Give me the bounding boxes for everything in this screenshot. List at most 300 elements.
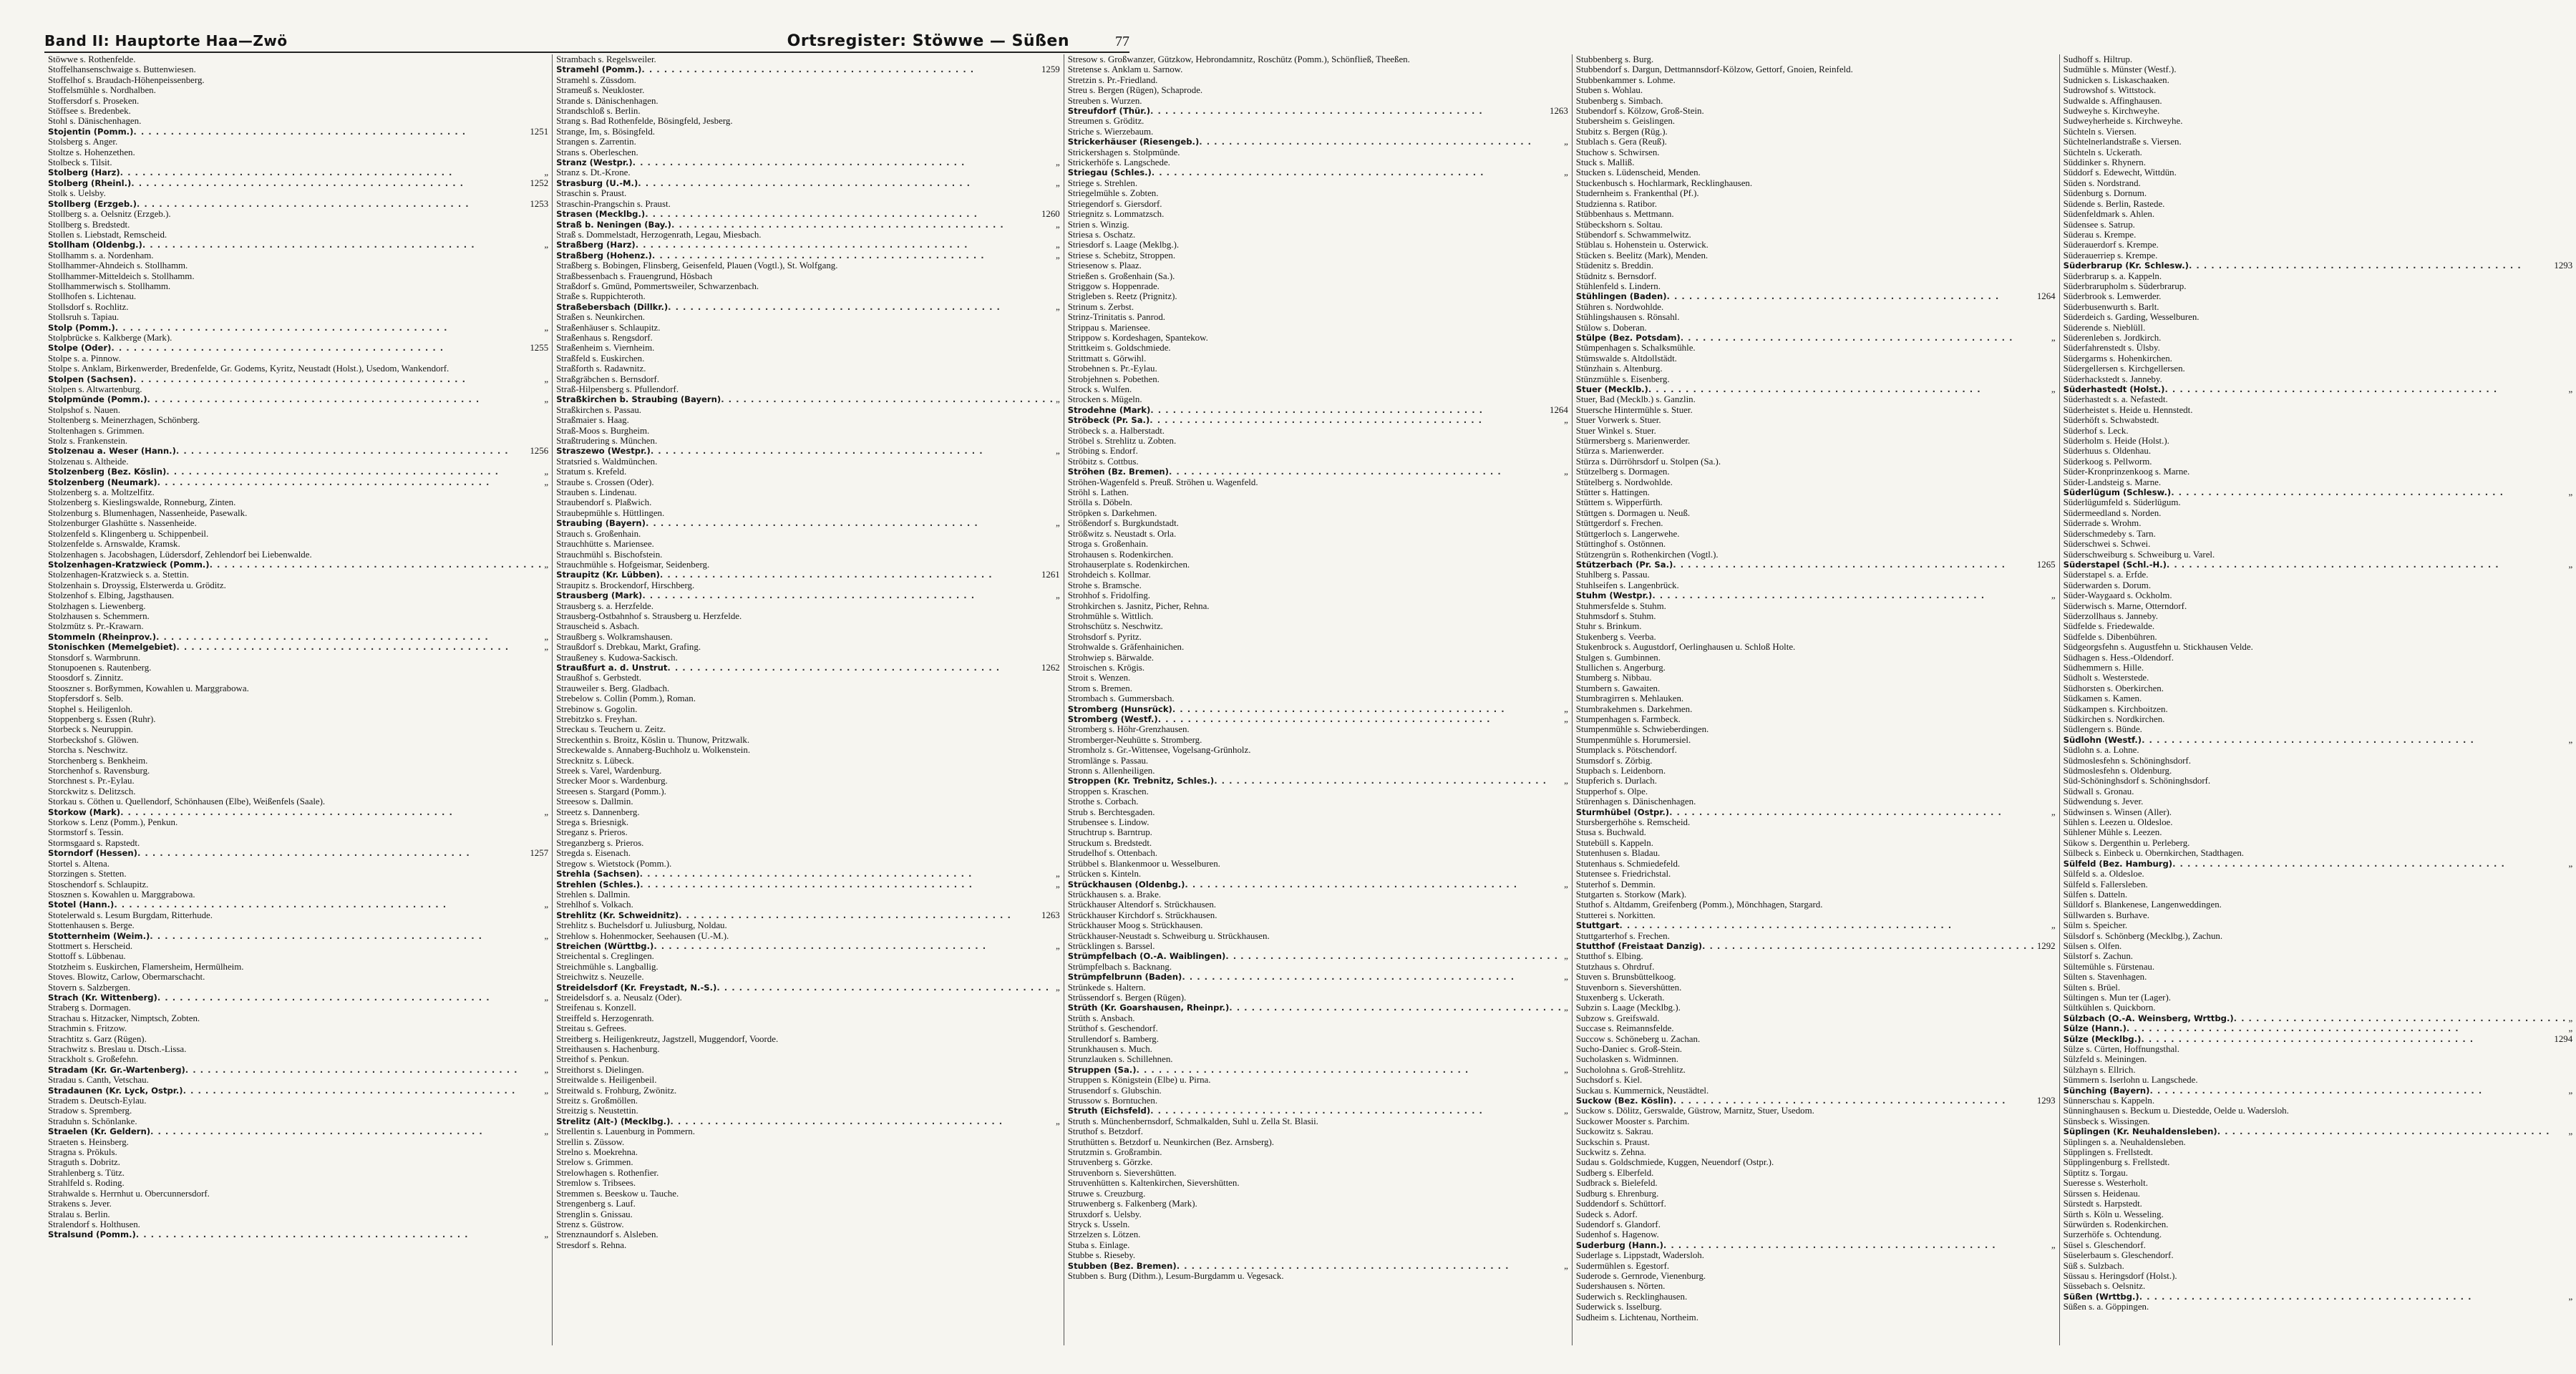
place-entry: Strakens s. Jever.	[48, 1199, 112, 1209]
place-entry: Sühlen s. Leezen u. Oldesloe.	[2063, 817, 2173, 828]
main-place-entry	[48, 323, 548, 333]
place-entry: Struckum s. Bredstedt.	[1067, 837, 1152, 848]
main-place-entry	[1068, 167, 1568, 177]
place-entry: Stuben s. Wohlau.	[1575, 85, 1643, 96]
place-entry: Strauscheid s. Asbach.	[556, 621, 640, 632]
main-place-entry	[1068, 467, 1568, 477]
place-entry: Süderhastedt s. a. Nefastedt.	[2063, 394, 2168, 405]
place-entry: Strange, Im, s. Bösingfeld.	[556, 126, 655, 137]
place-entry: Stubenberg s. Simbach.	[1575, 95, 1663, 106]
entry-name: Stolpe (Oder)	[48, 343, 112, 354]
place-entry: Stolzenhain s. Droyssig, Elsterwerda u. Gröditz.	[48, 580, 226, 590]
place-entry: Süderwisch s. Marne, Otterndorf.	[2063, 600, 2187, 611]
place-entry: Stollhammer-Ahndeich s. Stollhamm.	[48, 260, 188, 271]
place-entry: Stronn s. Allenheiligen.	[1067, 766, 1155, 776]
place-entry: Stubbenkammer s. Lohme.	[1575, 74, 1676, 85]
main-place-entry	[2064, 384, 2573, 394]
register-column	[1064, 54, 1573, 1345]
entry-page-ref: „	[1055, 982, 1060, 993]
place-entry: Stolzenau s. Altheide.	[48, 456, 129, 467]
main-place-entry	[1068, 972, 1568, 982]
place-entry: Stonupoenen s. Rautenberg.	[48, 662, 152, 673]
main-place-entry	[556, 446, 1060, 456]
main-place-entry	[1068, 1106, 1568, 1116]
place-entry: Sudeck s. Adorf.	[1575, 1209, 1638, 1219]
entry-name: Sturmhübel (Ostpr.)	[1575, 807, 1670, 817]
place-entry: Strauchmühle s. Hofgeismar, Seidenberg.	[556, 559, 710, 570]
entry-name: Stolberg (Rheinl.)	[48, 177, 132, 188]
register-title: Ortsregister: Stöwwe — Süßen	[787, 32, 1069, 50]
place-entry: Streithorst s. Dielingen.	[556, 1064, 644, 1075]
entry-name: Stradaunen (Kr. Lyck, Ostpr.)	[48, 1085, 183, 1096]
place-entry: Stoltenhagen s. Grimmen.	[48, 425, 145, 436]
place-entry: Südlengern s. Bünde.	[2063, 724, 2142, 735]
place-entry: Stolzenberg s. Kieslingswalde, Ronneburg, Zinten.	[48, 497, 236, 508]
dot-leader	[120, 807, 542, 817]
place-entry: Straußdorf s. Drebkau, Markt, Grafing.	[556, 642, 701, 653]
place-entry: Stumpenmühle s. Schwieberdingen.	[1575, 724, 1709, 735]
entry-page-ref: „	[544, 900, 549, 910]
entry-name: Streichen (Württbg.)	[556, 940, 654, 951]
dot-leader	[115, 323, 543, 333]
place-entry: Sümmern s. Iserlohn u. Langschede.	[2063, 1075, 2198, 1086]
place-entry: Süderschwei s. Schwei.	[2063, 539, 2151, 550]
main-place-entry	[1576, 807, 2056, 817]
dot-leader	[1619, 920, 2048, 930]
entry-name: Stuhm (Westpr.)	[1575, 590, 1653, 601]
place-entry: Straß-Moos s. Burgheim.	[556, 425, 650, 436]
place-entry: Sülten s. Stavenhagen.	[2063, 972, 2147, 983]
place-entry: Studzienna s. Ratibor.	[1575, 198, 1657, 209]
place-entry: Stroga s. Großenhain.	[1067, 539, 1149, 550]
place-entry: Storzingen s. Stetten.	[48, 869, 127, 880]
place-entry: Strößwitz s. Neustadt s. Orla.	[1067, 528, 1177, 539]
place-entry: Süderauerriep s. Krempe.	[2063, 250, 2158, 260]
place-entry: Süderhöft s. Schwabstedt.	[2063, 415, 2159, 426]
dot-leader	[114, 900, 542, 910]
place-entry: Stuer Winkel s. Stuer.	[1575, 425, 1656, 436]
main-place-entry	[48, 993, 548, 1003]
volume-title: Band II: Hauptorte Haa—Zwö	[44, 32, 288, 49]
main-place-entry	[1068, 776, 1568, 786]
place-entry: Sudermühlen s. Egestorf.	[1575, 1260, 1670, 1271]
place-entry: Streichwitz s. Neuzelle.	[556, 972, 644, 983]
place-entry: Suckow s. Dölitz, Gerswalde, Güstrow, Marnitz, Stuer, Usedom.	[1575, 1106, 1814, 1116]
main-place-entry	[48, 1086, 548, 1096]
place-entry: Stolz s. Frankenstein.	[48, 436, 127, 447]
place-entry: Sülzfeld s. Meiningen.	[2063, 1054, 2147, 1065]
dot-leader	[133, 127, 528, 137]
entry-name: Storkow (Mark)	[48, 807, 121, 817]
place-entry: Streuben s. Wurzen.	[1067, 95, 1142, 106]
place-entry: Stüttgen s. Dormagen u. Neuß.	[1575, 507, 1691, 518]
main-place-entry	[48, 240, 548, 250]
place-entry: Stoves. Blowitz, Carlow, Obermarschacht.	[48, 972, 205, 983]
place-entry: Strohwalde s. Gräfenhainichen.	[1067, 642, 1185, 653]
place-entry: Südfelde s. Dibenbühren.	[2063, 631, 2157, 642]
place-entry: Strohauserplate s. Rodenkirchen.	[1067, 559, 1190, 570]
place-entry: Streganzberg s. Prieros.	[556, 837, 644, 848]
main-place-entry	[556, 209, 1060, 219]
place-entry: Stoffelhansenschwaige s. Buttenwiesen.	[48, 64, 196, 75]
place-entry: Südhorsten s. Oberkirchen.	[2063, 683, 2164, 693]
place-entry: Strega s. Briesnigk.	[556, 817, 629, 828]
entry-page-ref: „	[1055, 590, 1060, 601]
dot-leader	[176, 446, 528, 456]
place-entry: Stumbrakehmen s. Darkehmen.	[1575, 703, 1693, 714]
place-entry: Stursbergerhöhe s. Remscheid.	[1575, 817, 1691, 828]
place-entry: Stuhlseifen s. Langenbrück.	[1575, 580, 1679, 590]
main-place-entry	[556, 910, 1060, 920]
place-entry: Stormstorf s. Tessin.	[48, 827, 124, 838]
place-entry: Stoosdorf s. Zinnitz.	[48, 673, 124, 683]
place-entry: Sülten s. Brüel.	[2063, 982, 2121, 993]
place-entry: Stuck s. Malliß.	[1575, 157, 1635, 168]
place-entry: Straubepmühle s. Hüttlingen.	[556, 507, 665, 518]
main-place-entry	[48, 374, 548, 384]
place-entry: Süssau s. Heringsdorf (Holst.).	[2063, 1270, 2177, 1281]
entry-page-ref: „	[544, 394, 549, 405]
entry-page-ref: „	[544, 992, 549, 1003]
dot-leader	[157, 477, 543, 487]
place-entry: Süderbrook s. Lemwerder.	[2063, 291, 2162, 302]
place-entry: Stubbendorf s. Dargun, Dettmannsdorf-Kölzow, Gettorf, Gnoien, Reinfeld.	[1575, 64, 1853, 75]
place-entry: Streitwald s. Frohburg, Zwönitz.	[556, 1085, 677, 1096]
entry-name: Ströbeck (Pr. Sa.)	[1067, 415, 1150, 426]
place-entry: Strauch s. Großenhain.	[556, 528, 641, 539]
entry-page-ref: „	[1564, 703, 1568, 714]
place-entry: Stoffelhof s. Braudach-Höhenpeissenberg.	[48, 74, 205, 85]
place-entry: Strunkhausen s. Much.	[1067, 1044, 1152, 1054]
entry-name: Strausberg (Mark)	[556, 590, 643, 601]
dot-leader	[150, 1126, 542, 1136]
dot-leader	[651, 446, 1054, 456]
entry-name: Strehla (Sachsen)	[556, 869, 640, 880]
place-entry: Südermeedland s. Norden.	[2063, 507, 2162, 518]
place-entry: Struthütten s. Betzdorf u. Neunkirchen (Bez. Arnsberg).	[1067, 1136, 1275, 1147]
place-entry: Stupperhof s. Olpe.	[1575, 786, 1648, 796]
entry-name: Strehlitz (Kr. Schweidnitz)	[556, 910, 679, 920]
dot-leader	[671, 220, 1054, 230]
place-entry: Stubben s. Burg (Dithm.), Lesum-Burgdamm u. Vegesack.	[1067, 1270, 1284, 1281]
place-entry: Süßen s. a. Göppingen.	[2063, 1302, 2149, 1312]
place-entry: Stoltze s. Hohenzethen.	[48, 147, 135, 157]
place-entry: Stumplack s. Pötschendorf.	[1575, 745, 1677, 756]
place-entry: Stürmersberg s. Marienwerder.	[1575, 436, 1691, 447]
place-entry: Sültemühle s. Fürstenau.	[2063, 961, 2155, 972]
entry-page-ref: „	[1055, 240, 1060, 250]
place-entry: Strößendorf s. Burgkundstadt.	[1067, 518, 1179, 529]
place-entry: Sürssen s. Heidenau.	[2063, 1188, 2141, 1199]
entry-page-ref: 1265	[2036, 559, 2056, 570]
entry-page-ref: „	[2568, 559, 2573, 570]
place-entry: Straßberg s. Bobingen, Flinsberg, Geisenfeld, Plauen (Vogtl.), St. Wolfgang.	[556, 260, 838, 271]
place-entry: Straße s. Ruppichteroth.	[556, 291, 646, 302]
place-entry: Streitberg s. Heiligenkreutz, Jagstzell, Muggendorf, Voorde.	[556, 1033, 779, 1044]
place-entry: Stotelerwald s. Lesum Burgdam, Ritterhude.	[48, 910, 213, 920]
entry-page-ref: „	[544, 322, 549, 333]
entry-page-ref: „	[1055, 879, 1060, 890]
place-entry: Stüttgerloch s. Langerwehe.	[1575, 528, 1680, 539]
place-entry: Stolzenburger Glashütte s. Nassenheide.	[48, 518, 197, 529]
entry-page-ref: „	[2568, 384, 2573, 394]
place-entry: Storkau s. Cöthen u. Quellendorf, Schönhausen (Elbe), Weißenfels (Saale).	[48, 796, 326, 807]
place-entry: Stolsberg s. Anger.	[48, 137, 118, 147]
place-entry: Strohsdorf s. Pyritz.	[1067, 631, 1142, 642]
place-entry: Strudelhof s. Ottenbach.	[1067, 848, 1158, 859]
place-entry: Strinum s. Zerbst.	[1067, 301, 1134, 312]
main-place-entry	[556, 240, 1060, 250]
place-entry: Strothe s. Corbach.	[1067, 796, 1139, 807]
place-entry: Streu s. Bergen (Rügen), Schaprode.	[1067, 85, 1203, 96]
main-place-entry	[48, 199, 548, 209]
place-entry: Stroppen s. Kraschen.	[1067, 786, 1149, 796]
place-entry: Süderbusenwurth s. Barlt.	[2063, 301, 2159, 312]
entry-page-ref: „	[2568, 1013, 2573, 1023]
entry-page-ref: 1294	[2554, 1033, 2573, 1044]
place-entry: Stralau s. Berlin.	[48, 1209, 110, 1219]
place-entry: Süllwarden s. Burhave.	[2063, 910, 2149, 920]
place-entry: Straß-Hilpensberg s. Pfullendorf.	[556, 384, 679, 394]
dot-leader	[1150, 415, 1562, 425]
place-entry: Stubitz s. Bergen (Rüg.).	[1575, 126, 1668, 137]
main-place-entry	[48, 807, 548, 817]
place-entry: Sudweyherheide s. Kirchweyhe.	[2063, 116, 2183, 127]
place-entry: Süchtelnerlandstraße s. Viersen.	[2063, 137, 2182, 147]
place-entry: Stusa s. Buchwald.	[1575, 827, 1646, 838]
place-entry: Süderholm s. Heide (Holst.).	[2063, 436, 2169, 447]
place-entry: Strückhauser Moog s. Strückhausen.	[1067, 920, 1203, 931]
place-entry: Sünninghausen s. Beckum u. Diestedde, Oelde u. Wadersloh.	[2063, 1106, 2289, 1116]
main-place-entry	[1068, 415, 1568, 425]
entry-page-ref: „	[1055, 157, 1060, 168]
entry-name: Stolzenhagen-Kratzwieck (Pomm.)	[48, 559, 210, 570]
place-entry: Süderende s. Nieblüll.	[2063, 322, 2146, 333]
place-entry: Straubendorf s. Plaßwich.	[556, 497, 652, 508]
place-entry: Stramehl s. Züssdom.	[556, 74, 636, 85]
main-place-entry	[1068, 137, 1568, 147]
dot-leader	[640, 880, 1054, 890]
place-entry: Stortel s. Altena.	[48, 858, 110, 869]
place-entry: Strullendorf s. Bamberg.	[1067, 1033, 1159, 1044]
place-entry: Straß s. Dommelstadt, Herzogenrath, Legau, Miesbach.	[556, 229, 762, 240]
place-entry: Stürza s. Marienwerder.	[1575, 446, 1664, 457]
place-entry: Stottenhausen s. Berge.	[48, 920, 135, 931]
place-entry: Stubbe s. Rieseby.	[1067, 1250, 1136, 1261]
place-entry: Stüttem s. Wipperfürth.	[1575, 497, 1663, 508]
place-entry: Struthof s. Betzdorf.	[1067, 1126, 1143, 1137]
place-entry: Strebelow s. Collin (Pomm.), Roman.	[556, 693, 696, 704]
entry-page-ref: „	[2051, 920, 2056, 931]
place-entry: Stünzmühle s. Eisenberg.	[1575, 374, 1670, 384]
dot-leader	[1214, 776, 1562, 786]
place-entry: Sudendorf s. Glandorf.	[1575, 1219, 1661, 1229]
place-entry: Strohwiep s. Bärwalde.	[1067, 652, 1155, 663]
main-place-entry	[556, 590, 1060, 600]
dot-leader	[2164, 384, 2566, 394]
place-entry: Südwall s. Gronau.	[2063, 786, 2134, 796]
place-entry: Straschin s. Praust.	[556, 188, 627, 199]
place-entry: Strohdeich s. Kollmar.	[1067, 570, 1151, 580]
entry-page-ref: 1263	[1041, 910, 1060, 920]
place-entry: Stolzenberg s. a. Moltzelfitz.	[48, 487, 155, 498]
place-entry: Stuhlberg s. Passau.	[1575, 570, 1650, 580]
place-entry: Striesdorf s. Laage (Meklbg.).	[1067, 240, 1180, 250]
dot-leader	[2149, 1086, 2566, 1096]
place-entry: Süderkoog s. Pellworm.	[2063, 456, 2152, 467]
entry-name: Strümpfelbach (O.-A. Waiblingen)	[1067, 951, 1226, 962]
main-place-entry	[48, 931, 548, 941]
place-entry: Strohkirchen s. Jasnitz, Picher, Rehna.	[1067, 600, 1210, 611]
place-entry: Stradem s. Deutsch-Eylau.	[48, 1096, 147, 1106]
place-entry: Strengenberg s. Lauf.	[556, 1199, 636, 1209]
place-entry: Strobjehnen s. Pobethen.	[1067, 374, 1160, 384]
place-entry: Storckwitz s. Delitzsch.	[48, 786, 136, 796]
main-place-entry	[48, 394, 548, 404]
place-entry: Straeten s. Heinsberg.	[48, 1136, 129, 1147]
place-entry: Sülfeld s. a. Oldesloe.	[2063, 869, 2144, 880]
entry-page-ref: 1261	[1041, 570, 1060, 580]
place-entry: Streganz s. Prieros.	[556, 827, 628, 838]
dot-leader	[210, 560, 543, 570]
entry-page-ref: „	[2051, 332, 2056, 343]
place-entry: Strausberg s. a. Herzfelde.	[556, 600, 653, 611]
dot-leader	[1150, 405, 1547, 415]
entry-name: Stojentin (Pomm.)	[48, 126, 134, 137]
place-entry: Strecker Moor s. Wardenburg.	[556, 776, 668, 786]
place-entry: Stümswalde s. Altdollstädt.	[1575, 353, 1677, 364]
place-entry: Sudmühle s. Münster (Westf.).	[2063, 64, 2177, 75]
entry-name: Straßebersbach (Dillkr.)	[556, 301, 669, 312]
place-entry: Stoffersdorf s. Proseken.	[48, 95, 140, 106]
place-entry: Strameuß s. Neukloster.	[556, 85, 645, 96]
place-entry: Strubensee s. Lindow.	[1067, 817, 1150, 828]
place-entry: Straßenheim s. Viernheim.	[556, 343, 655, 354]
place-entry: Süderschmedeby s. Tarn.	[2063, 528, 2156, 539]
place-entry: Süder-Waygaard s. Ockholm.	[2063, 590, 2172, 601]
place-entry: Stollberg s. Bredstedt.	[48, 219, 130, 230]
place-entry: Stremlow s. Tribsees.	[556, 1178, 636, 1189]
place-entry: Strenglin s. Gnissau.	[556, 1209, 633, 1219]
place-entry: Stuttgarterhof s. Frechen.	[1575, 930, 1670, 941]
dot-leader	[1150, 1106, 1562, 1116]
dot-leader	[2234, 1013, 2567, 1023]
entry-name: Süplingen (Kr. Neuhaldensleben)	[2063, 1126, 2217, 1137]
entry-page-ref: „	[1055, 940, 1060, 951]
place-entry: Südmoslesfehn s. Oldenburg.	[2063, 766, 2172, 776]
main-place-entry	[2064, 1013, 2573, 1023]
place-entry: Südkirchen s. Nordkirchen.	[2063, 714, 2165, 724]
place-entry: Strang s. Bad Rothenfelde, Bösingfeld, Jesberg.	[556, 116, 733, 127]
place-entry: Stroischen s. Krögis.	[1067, 662, 1145, 673]
entry-page-ref: 1259	[1041, 64, 1060, 75]
place-entry: Strzelzen s. Lötzen.	[1067, 1229, 1141, 1240]
entry-page-ref: „	[1055, 177, 1060, 188]
dot-leader	[1137, 1065, 1562, 1075]
place-entry: Stütter s. Hattingen.	[1575, 487, 1650, 498]
entry-name: Sülze (Hann.)	[2063, 1023, 2127, 1034]
place-entry: Stoltenberg s. Meinerzhagen, Schönberg.	[48, 415, 200, 426]
entry-page-ref: „	[544, 477, 549, 487]
place-entry: Stutthof s. Elbing.	[1575, 951, 1643, 962]
entry-page-ref: „	[1564, 1106, 1568, 1116]
place-entry: Stumbern s. Gawaiten.	[1575, 683, 1661, 693]
place-entry: Suckwitz s. Zehna.	[1575, 1147, 1646, 1158]
main-place-entry	[2064, 1126, 2573, 1136]
place-entry: Sudnicken s. Liskaschaaken.	[2063, 74, 2169, 85]
dot-leader	[667, 663, 1039, 673]
place-entry: Streitz s. Großmöllen.	[556, 1096, 638, 1106]
place-entry: Stützengrün s. Rothenkirchen (Vogtl.).	[1575, 549, 1719, 560]
dot-leader	[137, 199, 528, 209]
place-entry: Striesa s. Oschatz.	[1067, 229, 1136, 240]
place-entry: Straußberg s. Wolkramshausen.	[556, 631, 673, 642]
place-entry: Sülldorf s. Blankenese, Langenweddingen.	[2063, 900, 2222, 910]
dot-leader	[176, 642, 542, 652]
dot-leader	[1648, 384, 2049, 394]
place-entry: Süptitz s. Torgau.	[2063, 1167, 2128, 1178]
place-entry: Stumbragirren s. Mehlauken.	[1575, 693, 1684, 704]
entry-page-ref: „	[544, 240, 549, 250]
place-entry: Striggow s. Hoppenrade.	[1067, 281, 1160, 291]
place-entry: Strebitzko s. Freyhan.	[556, 714, 638, 724]
place-entry: Strehlitz s. Buchelsdorf u. Juliusburg, Noldau.	[556, 920, 727, 931]
dot-leader	[679, 910, 1039, 920]
dot-leader	[2217, 1126, 2567, 1136]
place-entry: Süselerbaum s. Gleschendorf.	[2063, 1250, 2174, 1261]
place-entry: Straßfeld s. Euskirchen.	[556, 353, 645, 364]
entry-page-ref: „	[2568, 1126, 2573, 1137]
place-entry: Stuvenborn s. Sievershütten.	[1575, 982, 1682, 993]
entry-page-ref: „	[1055, 446, 1060, 457]
place-entry: Subzow s. Greifswald.	[1575, 1013, 1660, 1023]
place-entry: Süderbrarupholm s. Süderbrarup.	[2063, 281, 2187, 291]
entry-name: Stolzenau a. Weser (Hann.)	[48, 446, 176, 457]
place-entry: Süpplingen s. Frellstedt.	[2063, 1147, 2153, 1158]
place-entry: Süderschweiburg s. Schweiburg u. Varel.	[2063, 549, 2215, 560]
dot-leader	[1669, 807, 2049, 817]
entry-page-ref: „	[1055, 250, 1060, 260]
main-place-entry	[48, 127, 548, 137]
entry-page-ref: „	[544, 807, 549, 817]
main-place-entry	[2064, 560, 2573, 570]
place-entry: Stolzhagen s. Liewenberg.	[48, 600, 146, 611]
entry-name: Stradam (Kr. Gr.-Wartenberg)	[48, 1064, 185, 1075]
place-entry: Stütelberg s. Nordwohlde.	[1575, 477, 1673, 487]
place-entry: Striegnitz s. Lommatzsch.	[1067, 209, 1165, 220]
main-place-entry	[2064, 859, 2573, 869]
place-entry: Stolpe s. Anklam, Birkenwerder, Bredenfelde, Gr. Godems, Kyritz, Neustadt (Holst.), Usedom, Wankendorf.	[48, 364, 449, 374]
place-entry: Stophel s. Heiligenloh.	[48, 703, 133, 714]
place-entry: Strohmühle s. Wittlich.	[1067, 610, 1154, 621]
entry-name: Stuttgart	[1575, 920, 1620, 931]
place-entry: Strambach s. Regelsweiler.	[556, 54, 656, 64]
place-entry: Stumpenmühle s. Horumersiel.	[1575, 734, 1691, 745]
place-entry: Streitwalde s. Heiligenbeil.	[556, 1075, 657, 1086]
entry-name: Süderbrarup (Kr. Schlesw.)	[2063, 260, 2189, 271]
entry-name: Straßberg (Harz)	[556, 240, 636, 250]
dot-leader	[2141, 1034, 2552, 1044]
place-entry: Strobehnen s. Pr.-Eylau.	[1067, 364, 1157, 374]
dot-leader	[670, 1116, 1054, 1126]
place-entry: Straberg s. Dormagen.	[48, 1003, 131, 1013]
place-entry: Südenburg s. Dornum.	[2063, 188, 2147, 199]
place-entry: Süderhuus s. Oldenhau.	[2063, 446, 2152, 457]
main-place-entry	[556, 157, 1060, 167]
main-place-entry	[48, 632, 548, 642]
entry-page-ref: „	[2051, 590, 2056, 601]
entry-name: Strehlen (Schles.)	[556, 879, 641, 890]
